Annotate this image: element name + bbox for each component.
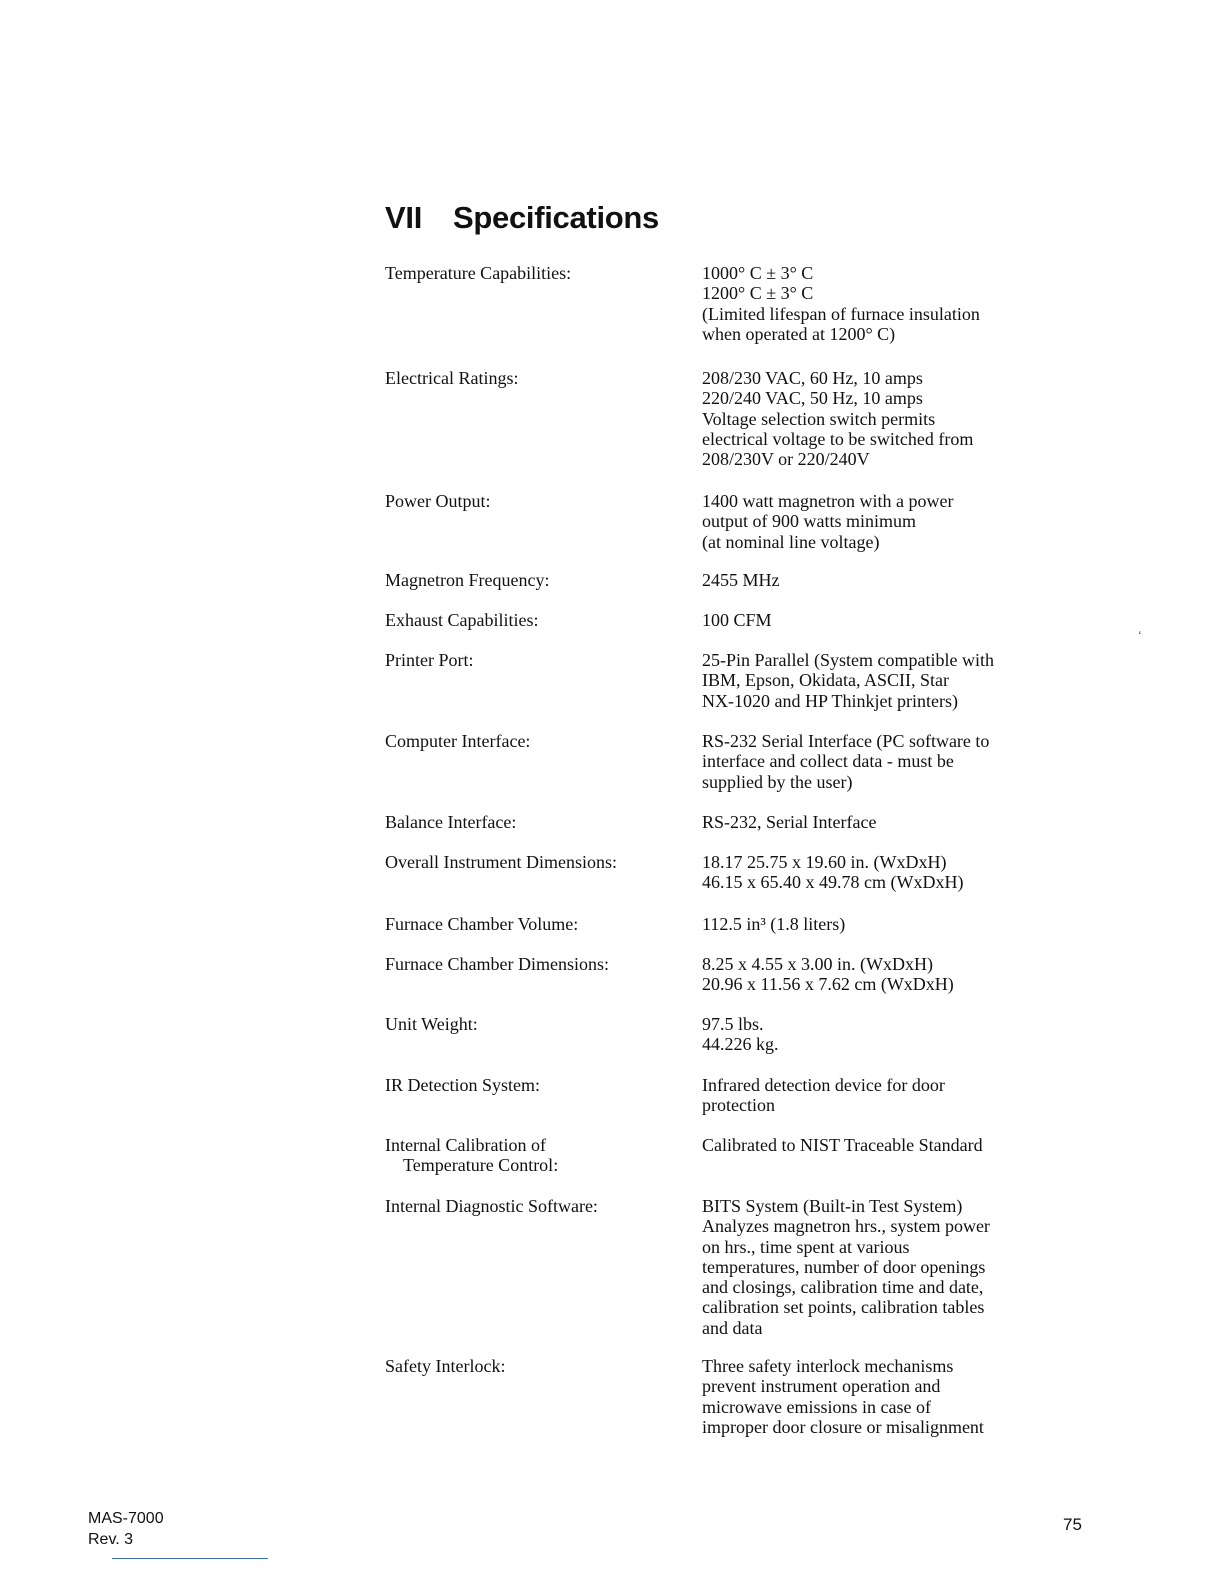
- spec-label-line: Balance Interface:: [385, 812, 517, 832]
- footer-revision: Rev. 3: [88, 1531, 134, 1548]
- spec-value-line: Voltage selection switch permits: [702, 408, 936, 429]
- spec-label-line: Safety Interlock:: [385, 1356, 506, 1376]
- spec-value-line: 2455 MHz: [702, 570, 780, 590]
- spec-label: [385, 368, 518, 388]
- spec-value-line: output of 900 watts minimum: [702, 511, 916, 532]
- spec-value-line: 220/240 VAC, 50 Hz, 10 amps: [702, 388, 923, 409]
- spec-value-line: (Limited lifespan of furnace insulation: [702, 303, 980, 324]
- spec-value: [702, 1014, 1082, 1055]
- spec-value-line: 46.15 x 65.40 x 49.78 cm (WxDxH): [702, 872, 964, 893]
- spec-label: [385, 1356, 505, 1376]
- section-title: Specifications: [453, 200, 659, 235]
- footer-doc-info: [88, 1508, 164, 1550]
- section-heading: [385, 200, 659, 236]
- spec-value: [702, 650, 1082, 711]
- spec-value: [702, 570, 1082, 590]
- spec-label-line: Unit Weight:: [385, 1014, 478, 1034]
- spec-value-line: BITS System (Built-in Test System): [702, 1196, 963, 1216]
- spec-value-line: 1200° C ± 3° C: [702, 283, 814, 304]
- spec-value-line: RS-232 Serial Interface (PC software to: [702, 731, 990, 751]
- spec-label-line: Overall Instrument Dimensions:: [385, 852, 617, 872]
- spec-label-line: IR Detection System:: [385, 1075, 540, 1095]
- spec-label-line: Power Output:: [385, 491, 491, 511]
- footer-rule: [112, 1558, 268, 1559]
- spec-value-line: NX-1020 and HP Thinkjet printers): [702, 690, 958, 711]
- spec-label: [385, 731, 530, 751]
- spec-label: [385, 852, 617, 872]
- spec-label: [385, 914, 578, 934]
- spec-value-line: 18.17 25.75 x 19.60 in. (WxDxH): [702, 852, 947, 872]
- spec-value: [702, 914, 1082, 934]
- spec-value-line: Analyzes magnetron hrs., system power: [702, 1216, 990, 1237]
- spec-value-line: Infrared detection device for door: [702, 1075, 945, 1095]
- spec-value-line: calibration set points, calibration tables: [702, 1297, 985, 1318]
- spec-value-line: microwave emissions in case of: [702, 1396, 931, 1417]
- spec-value-line: and data: [702, 1317, 763, 1338]
- spec-label: [385, 1075, 540, 1095]
- spec-value: [702, 731, 1082, 792]
- spec-value-line: (at nominal line voltage): [702, 531, 880, 552]
- spec-label-line: Magnetron Frequency:: [385, 570, 550, 590]
- scan-speck: ʻ: [1138, 628, 1142, 642]
- spec-value: [702, 368, 1082, 469]
- spec-value-line: interface and collect data - must be: [702, 751, 954, 772]
- spec-value: [702, 263, 1082, 344]
- spec-value-line: temperatures, number of door openings: [702, 1256, 986, 1277]
- spec-label: [385, 1196, 598, 1216]
- spec-label-line: Temperature Capabilities:: [385, 263, 572, 283]
- spec-value: [702, 1075, 1082, 1116]
- spec-label: [385, 1014, 478, 1034]
- spec-value: [702, 1196, 1082, 1338]
- spec-value: [702, 1356, 1082, 1437]
- spec-label: [385, 491, 491, 511]
- spec-label: [385, 610, 538, 630]
- spec-value-line: 112.5 in³ (1.8 liters): [702, 914, 846, 934]
- spec-value-line: Three safety interlock mechanisms: [702, 1356, 954, 1376]
- spec-value-line: electrical voltage to be switched from: [702, 428, 974, 449]
- spec-value: [702, 812, 1082, 832]
- spec-value-line: 25-Pin Parallel (System compatible with: [702, 650, 994, 670]
- spec-value-line: 208/230 VAC, 60 Hz, 10 amps: [702, 368, 923, 388]
- section-number: VII: [385, 200, 423, 235]
- spec-value-line: when operated at 1200° C): [702, 323, 896, 344]
- spec-value: [702, 954, 1082, 995]
- spec-value-line: 44.226 kg.: [702, 1034, 779, 1055]
- spec-label: [385, 650, 474, 670]
- spec-value: [702, 1135, 1082, 1155]
- spec-value-line: IBM, Epson, Okidata, ASCII, Star: [702, 670, 949, 691]
- spec-label: [385, 570, 549, 590]
- spec-value-line: supplied by the user): [702, 771, 853, 792]
- spec-value-line: 100 CFM: [702, 610, 772, 630]
- spec-label-line: Temperature Control:: [403, 1155, 559, 1175]
- spec-label-line: Electrical Ratings:: [385, 368, 519, 388]
- spec-label: [385, 263, 571, 283]
- spec-label-line: Computer Interface:: [385, 731, 531, 751]
- spec-value-line: prevent instrument operation and: [702, 1376, 941, 1397]
- spec-value-line: RS-232, Serial Interface: [702, 812, 877, 832]
- spec-value-line: 8.25 x 4.55 x 3.00 in. (WxDxH): [702, 954, 933, 974]
- spec-label: [385, 1135, 558, 1175]
- spec-value-line: improper door closure or misalignment: [702, 1416, 984, 1437]
- footer-model: MAS-7000: [88, 1510, 164, 1527]
- spec-label-line: Furnace Chamber Volume:: [385, 914, 579, 934]
- spec-label-line: Internal Diagnostic Software:: [385, 1196, 598, 1216]
- spec-label-line: Printer Port:: [385, 650, 474, 670]
- spec-value-line: 97.5 lbs.: [702, 1014, 764, 1034]
- spec-value-line: on hrs., time spent at various: [702, 1236, 910, 1257]
- spec-value-line: 1000° C ± 3° C: [702, 263, 814, 283]
- spec-label-line: Exhaust Capabilities:: [385, 610, 539, 630]
- spec-value-line: 1400 watt magnetron with a power: [702, 491, 954, 511]
- spec-value-line: Calibrated to NIST Traceable Standard: [702, 1135, 983, 1155]
- spec-value: [702, 491, 1082, 552]
- spec-value-line: protection: [702, 1095, 775, 1116]
- spec-value: [702, 610, 1082, 630]
- spec-label-line: Furnace Chamber Dimensions:: [385, 954, 609, 974]
- page-number: 75: [1063, 1515, 1082, 1534]
- spec-value-line: 20.96 x 11.56 x 7.62 cm (WxDxH): [702, 974, 954, 995]
- spec-label: [385, 954, 609, 974]
- spec-value-line: and closings, calibration time and date,: [702, 1277, 984, 1298]
- spec-value-line: 208/230V or 220/240V: [702, 449, 870, 470]
- spec-label: [385, 812, 516, 832]
- spec-label-line: Internal Calibration of: [385, 1135, 546, 1155]
- spec-value: [702, 852, 1082, 893]
